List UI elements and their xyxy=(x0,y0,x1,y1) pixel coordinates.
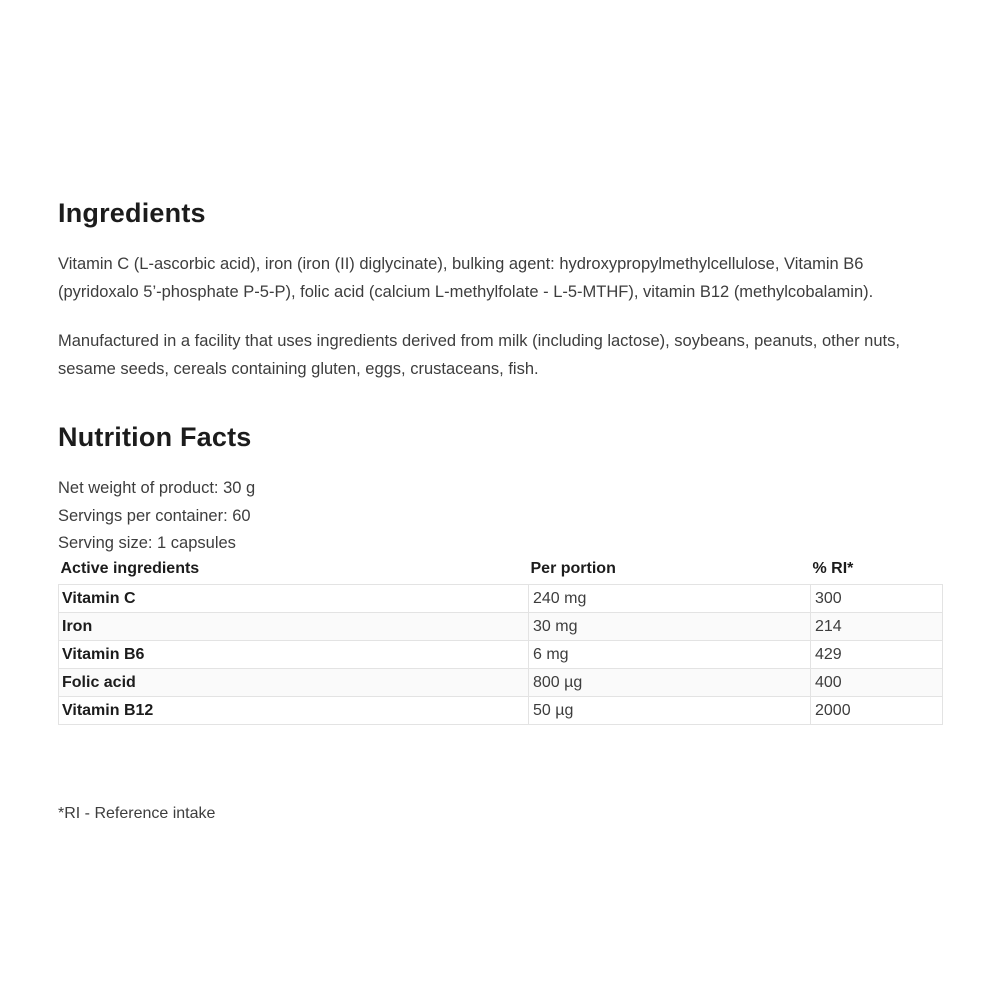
table-row xyxy=(59,641,943,669)
per-portion-cell: 30 mg xyxy=(529,613,811,641)
ri-cell: 429 xyxy=(811,641,943,669)
ri-cell: 2000 xyxy=(811,697,943,725)
per-portion-cell: 240 mg xyxy=(529,585,811,613)
per-portion-cell: 50 µg xyxy=(529,697,811,725)
column-header-per-portion: Per portion xyxy=(530,560,616,578)
product-details-content xyxy=(58,0,942,826)
ingredients-section-title: Ingredients xyxy=(58,198,206,228)
ri-cell: 300 xyxy=(811,585,943,613)
servings-per-container-line: Servings per container: 60 xyxy=(58,506,251,525)
ingredients-composition-text: Vitamin C (L-ascorbic acid), iron (iron (II) diglycinate), bulking agent: hydroxypropylmethylcellulose, Vitamin B6 (pyridoxalo 5’-phosphate P-5-P), folic acid (calcium L-methylfolate - L-5-MTHF), vitamin B12 (methylcobalamin). xyxy=(58,255,874,301)
table-row xyxy=(59,613,943,641)
nutrition-facts-section-title: Nutrition Facts xyxy=(58,422,252,452)
ingredient-name-cell: Vitamin B6 xyxy=(59,641,529,669)
serving-size-line: Serving size: 1 capsules xyxy=(58,534,236,552)
reference-intake-footnote: *RI - Reference intake xyxy=(58,805,216,822)
column-header-ri: % RI* xyxy=(812,560,854,578)
table-header-row xyxy=(59,558,943,585)
table-row xyxy=(59,669,943,697)
ingredient-name-cell: Vitamin B12 xyxy=(59,697,529,725)
ingredient-name-cell: Vitamin C xyxy=(59,585,529,613)
column-header-active-ingredients: Active ingredients xyxy=(60,560,200,578)
nutrition-facts-table xyxy=(58,558,943,726)
per-portion-cell: 6 mg xyxy=(529,641,811,669)
per-portion-cell: 800 µg xyxy=(529,669,811,697)
ri-cell: 400 xyxy=(811,669,943,697)
ingredient-name-cell: Folic acid xyxy=(59,669,529,697)
ingredient-name-cell: Iron xyxy=(59,613,529,641)
net-weight-line: Net weight of product: 30 g xyxy=(58,479,256,497)
serving-info-block xyxy=(58,475,942,558)
table-row xyxy=(59,697,943,725)
ri-cell: 214 xyxy=(811,613,943,641)
allergen-notice-text: Manufactured in a facility that uses ingredients derived from milk (including lactose), soybeans, peanuts, other nuts, sesame seeds, cereals containing gluten, eggs, crustaceans, fish. xyxy=(58,332,900,378)
table-row xyxy=(59,585,943,613)
